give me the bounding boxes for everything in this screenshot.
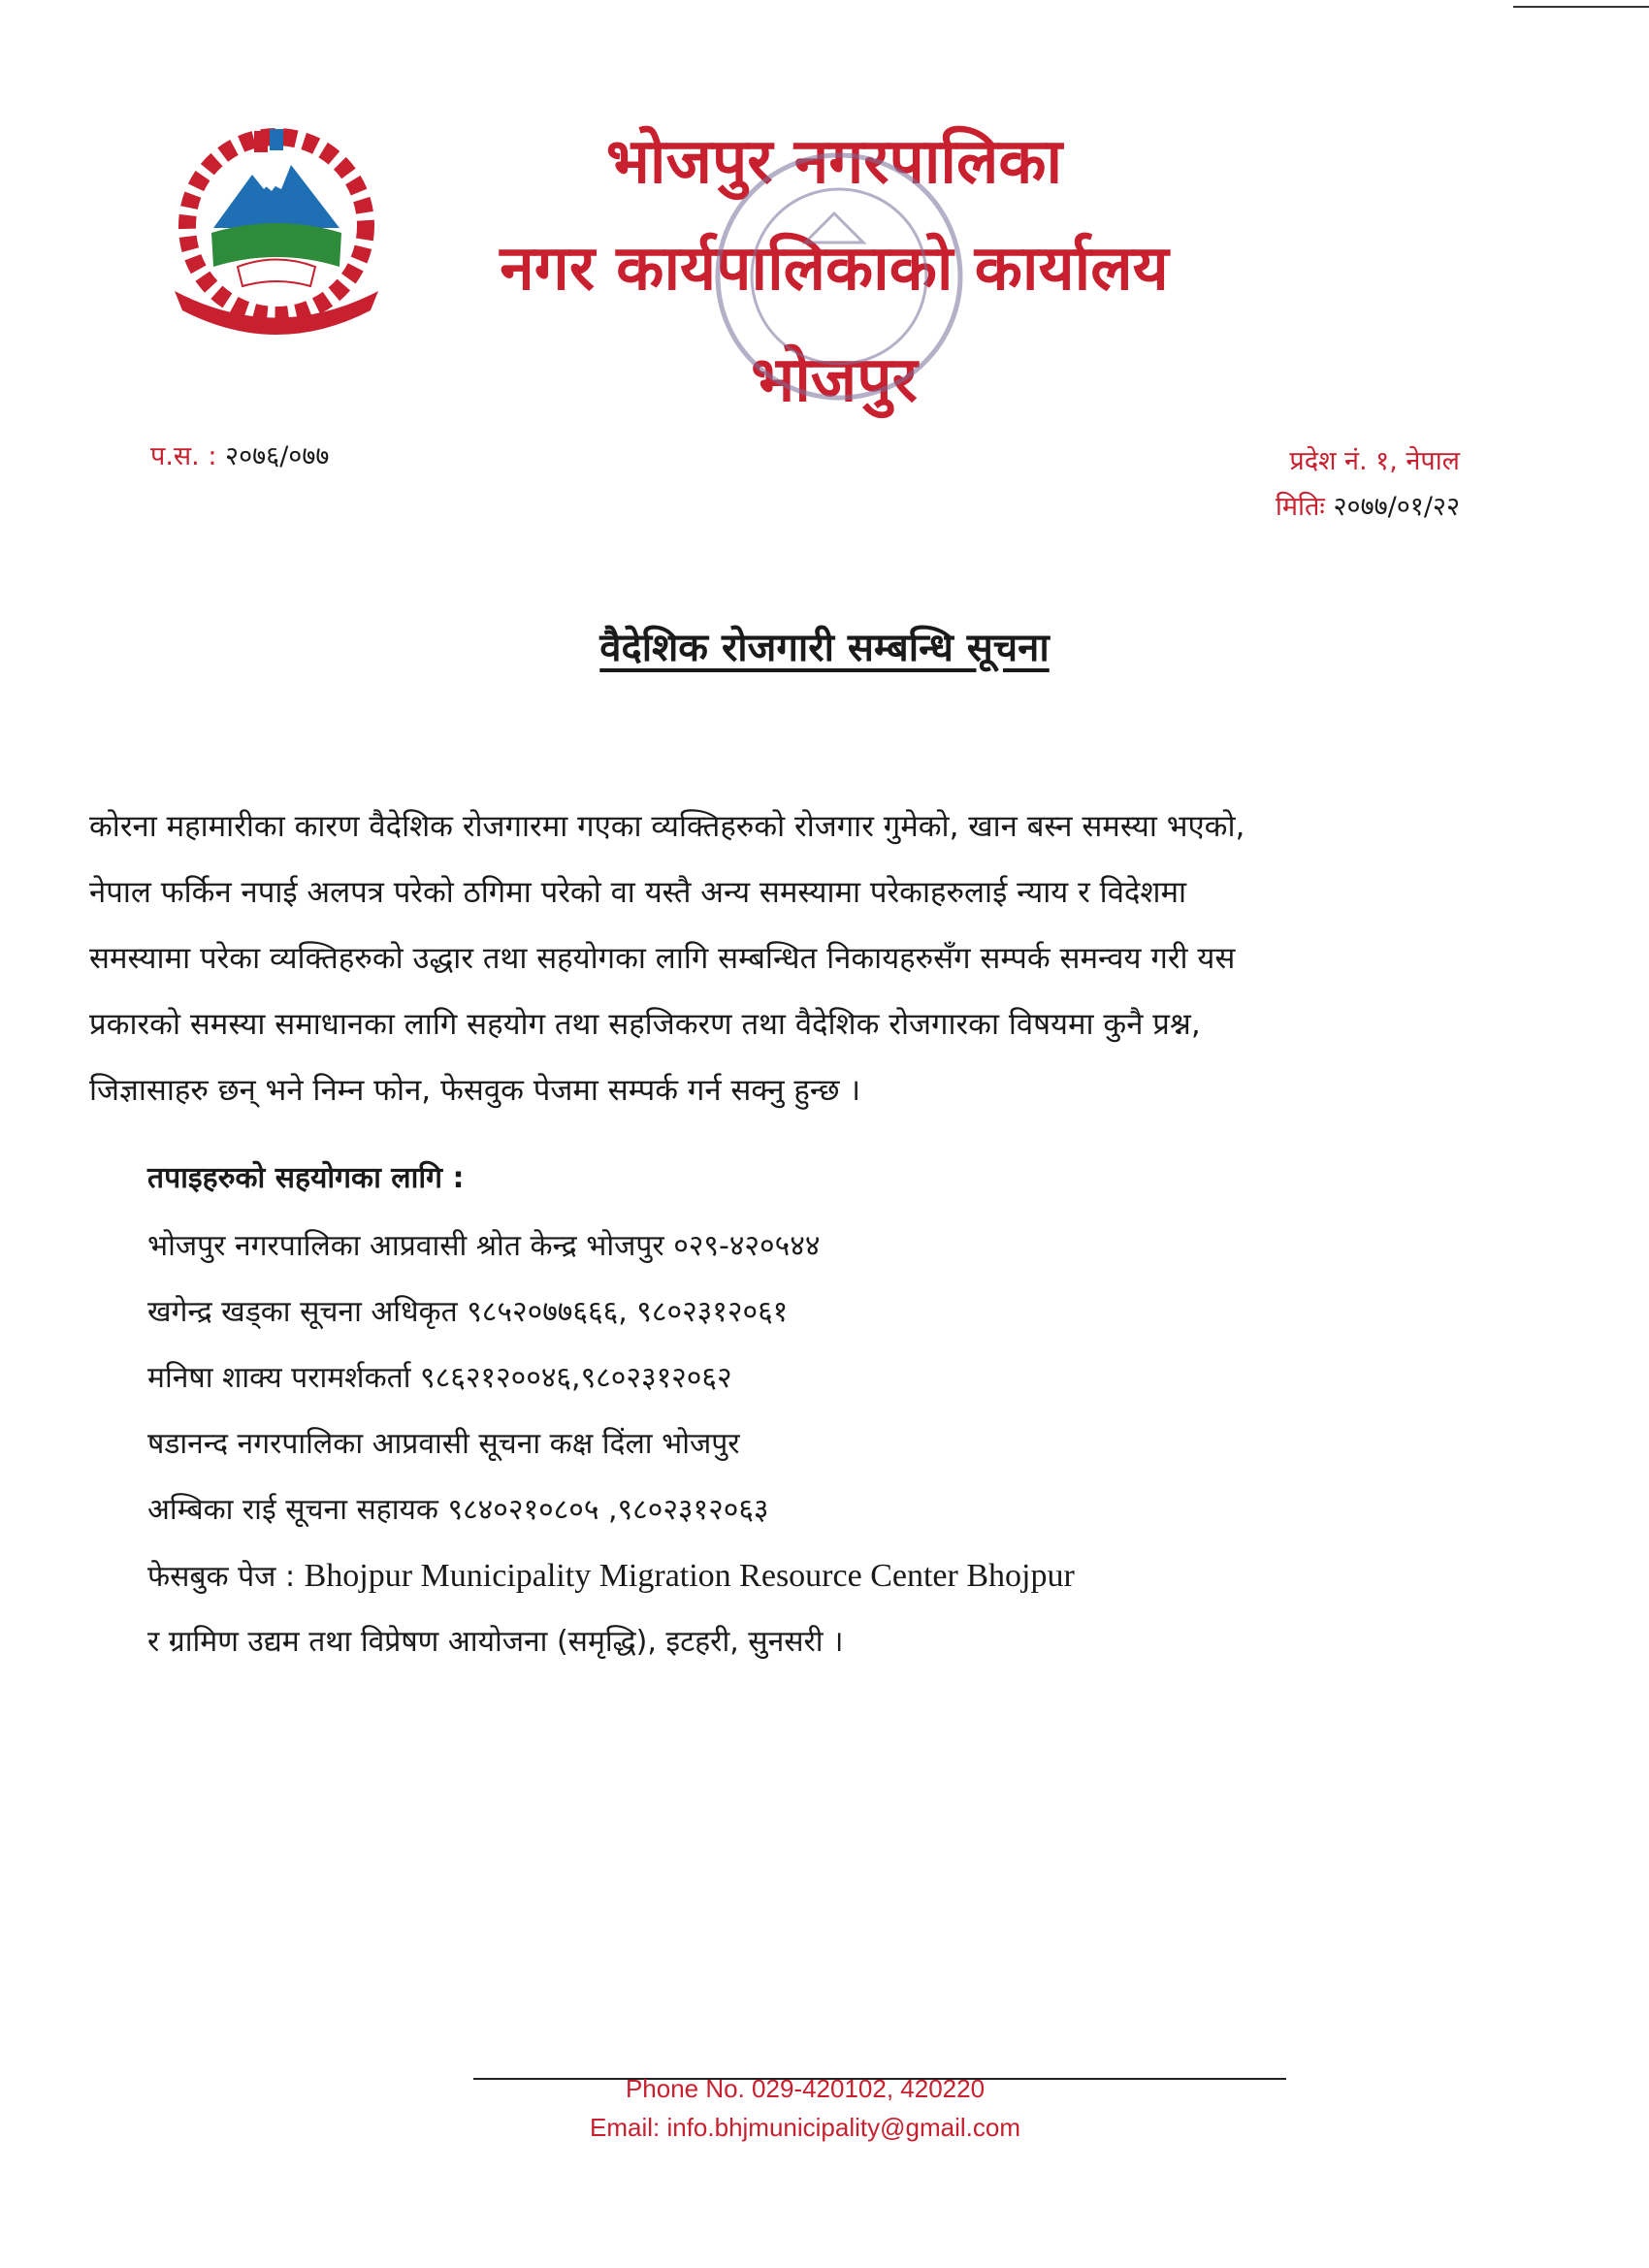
header-municipality-name: भोजपुर नगरपालिका (605, 126, 1063, 198)
contact-row: षडानन्द नगरपालिका आप्रवासी सूचना कक्ष दिंला भोजपुर (147, 1427, 740, 1461)
facebook-row (147, 1554, 1311, 1620)
reference-label: प.स. : (150, 441, 217, 471)
body-line: प्रकारको समस्या समाधानका लागि सहयोग तथा सहजिकरण तथा वैदेशिक रोजगारका विषयमा कुनै प्रश्न, (89, 1007, 1201, 1042)
facebook-label: फेसबुक पेज : (147, 1560, 296, 1594)
date-line (1276, 487, 1460, 523)
date-value: २०७७/०१/२२ (1333, 492, 1460, 522)
body-line: समस्यामा परेका व्यक्तिहरुको उद्धार तथा सहयोगका लागि सम्बन्धित निकायहरुसँग सम्पर्क समन्वय गरी यस (89, 941, 1236, 976)
footer-phone: Phone No. 029-420102, 420220 (625, 2074, 986, 2103)
notice-title (0, 619, 1649, 672)
footer-email: Email: info.bhjmunicipality@gmail.com (590, 2113, 1020, 2142)
scan-edge-line (1513, 6, 1649, 8)
notice-title-text: वैदेशिक रोजगारी सम्बन्धि सूचना (599, 626, 1050, 670)
contact-row: अम्बिका राई सूचना सहायक ९८४०२१०८०५ ,९८०२३१२०६३ (147, 1493, 769, 1527)
notice-body (89, 794, 1467, 1123)
facebook-page-name: Bhojpur Municipality Migration Resource Center Bhojpur (304, 1558, 1075, 1594)
date-label: मितिः (1275, 492, 1325, 522)
province-line: प्रदेश नं. १, नेपाल (1289, 446, 1460, 476)
office-stamp-icon (698, 136, 980, 417)
contact-heading: तपाइहरुको सहयोगका लागि : (147, 1161, 465, 1195)
contact-list (147, 1156, 1311, 1686)
contact-row: मनिषा शाक्य परामर्शकर्ता ९८६२१२००४६,९८०२३१२०६२ (147, 1361, 732, 1395)
body-line: नेपाल फर्किन नपाई अलपत्र परेको ठगिमा परेको वा यस्तै अन्य समस्यामा परेकाहरुलाई न्याय र विदेशमा (89, 875, 1187, 910)
reference-number (150, 437, 329, 472)
body-line: कोरना महामारीका कारण वैदेशिक रोजगारमा गएका व्यक्तिहरुको रोजगार गुमेको, खान बस्न समस्या भएको, (89, 809, 1245, 844)
contact-row: भोजपुर नगरपालिका आप्रवासी श्रोत केन्द्र भोजपुर ०२९-४२०५४४ (147, 1229, 821, 1263)
header-location: भोजपुर (751, 344, 918, 416)
body-line: जिज्ञासाहरु छन् भने निम्न फोन, फेसवुक पेजमा सम्पर्क गर्न सक्नु हुन्छ । (89, 1073, 861, 1108)
header-office-name: नगर कार्यपालिकाको कार्यालय (500, 233, 1169, 305)
reference-value: २०७६/०७७ (225, 441, 330, 471)
contact-row: खगेन्द्र खड्का सूचना अधिकृत ९८५२०७७६६६, ९८०२३१२०६१ (147, 1295, 789, 1329)
contact-row: र ग्रामिण उद्यम तथा विप्रेषण आयोजना (समृद्धि), इटहरी, सुनसरी । (147, 1625, 844, 1659)
